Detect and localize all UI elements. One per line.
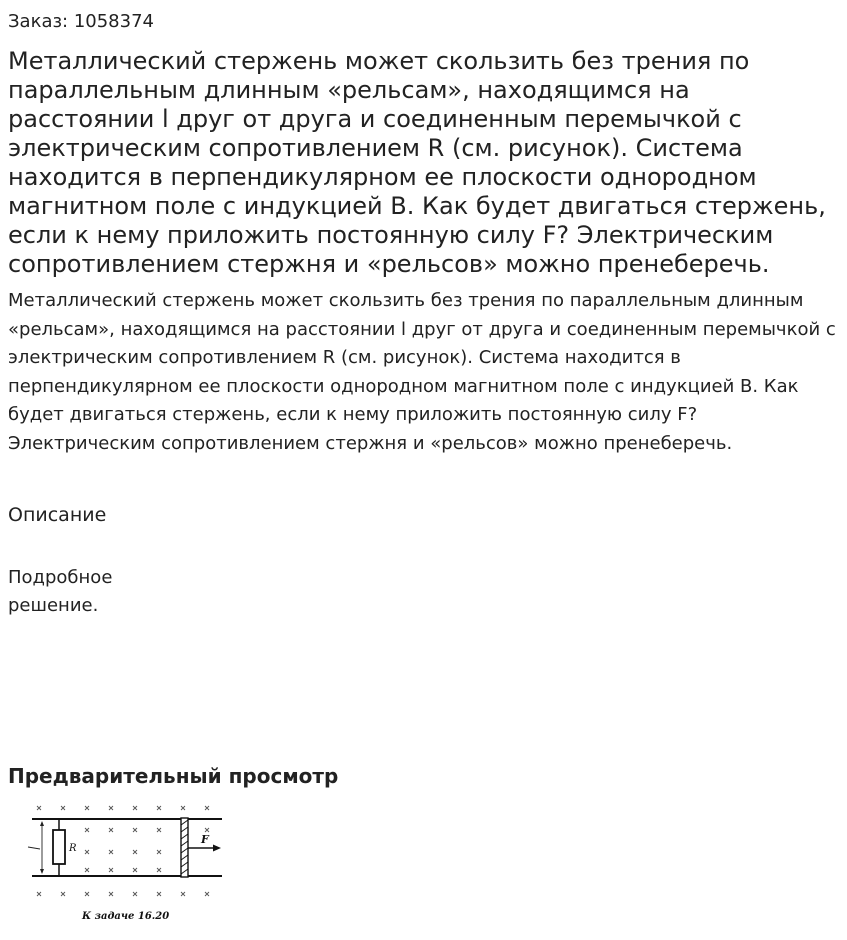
force-label: F <box>201 833 209 846</box>
order-number: Заказ: 1058374 <box>8 11 154 32</box>
resistor-label: R <box>69 843 77 854</box>
task-text: Металлический стержень может скользить без трения по параллельным длинным «рельсам», находящимся на расстоянии l друг от друга и соединенным перемычкой с электрическим сопротивлением R (см. рисунок). Система находится в перпендикулярном ее плоскости однородном магнитном поле с индукцией B. Как будет двигаться стержень, если к нему приложить постоянную силу F? Электрическим сопротивлением стержня и «рельсов» можно пренеберечь. <box>8 290 836 454</box>
distance-arrow-up-icon <box>40 821 44 826</box>
preview-figure[interactable] <box>18 798 228 924</box>
description-text: Подробное решение. <box>8 567 113 616</box>
description-heading: Описание <box>8 504 107 526</box>
preview-heading: Предварительный просмотр <box>8 764 339 788</box>
resistor-symbol <box>53 830 65 864</box>
force-arrowhead-icon <box>213 845 221 852</box>
figure-caption: К задаче 16.20 <box>82 911 170 922</box>
sliding-rod[interactable] <box>181 818 188 877</box>
task-title: Металлический стержень может скользить без трения по параллельным длинным «рельсам», находящимся на расстоянии l друг от друга и соединенным перемычкой с электрическим сопротивлением R (см. рисунок). Система находится в перпендикулярном ее плоскости однородном магнитном поле с индукцией B. Как будет двигаться стержень, если к нему приложить постоянную силу F? Электрическим сопротивлением стержня и «рельсов» можно пренеберечь. <box>8 47 826 278</box>
distance-arrow-down-icon <box>40 869 44 874</box>
distance-tick <box>28 847 40 849</box>
